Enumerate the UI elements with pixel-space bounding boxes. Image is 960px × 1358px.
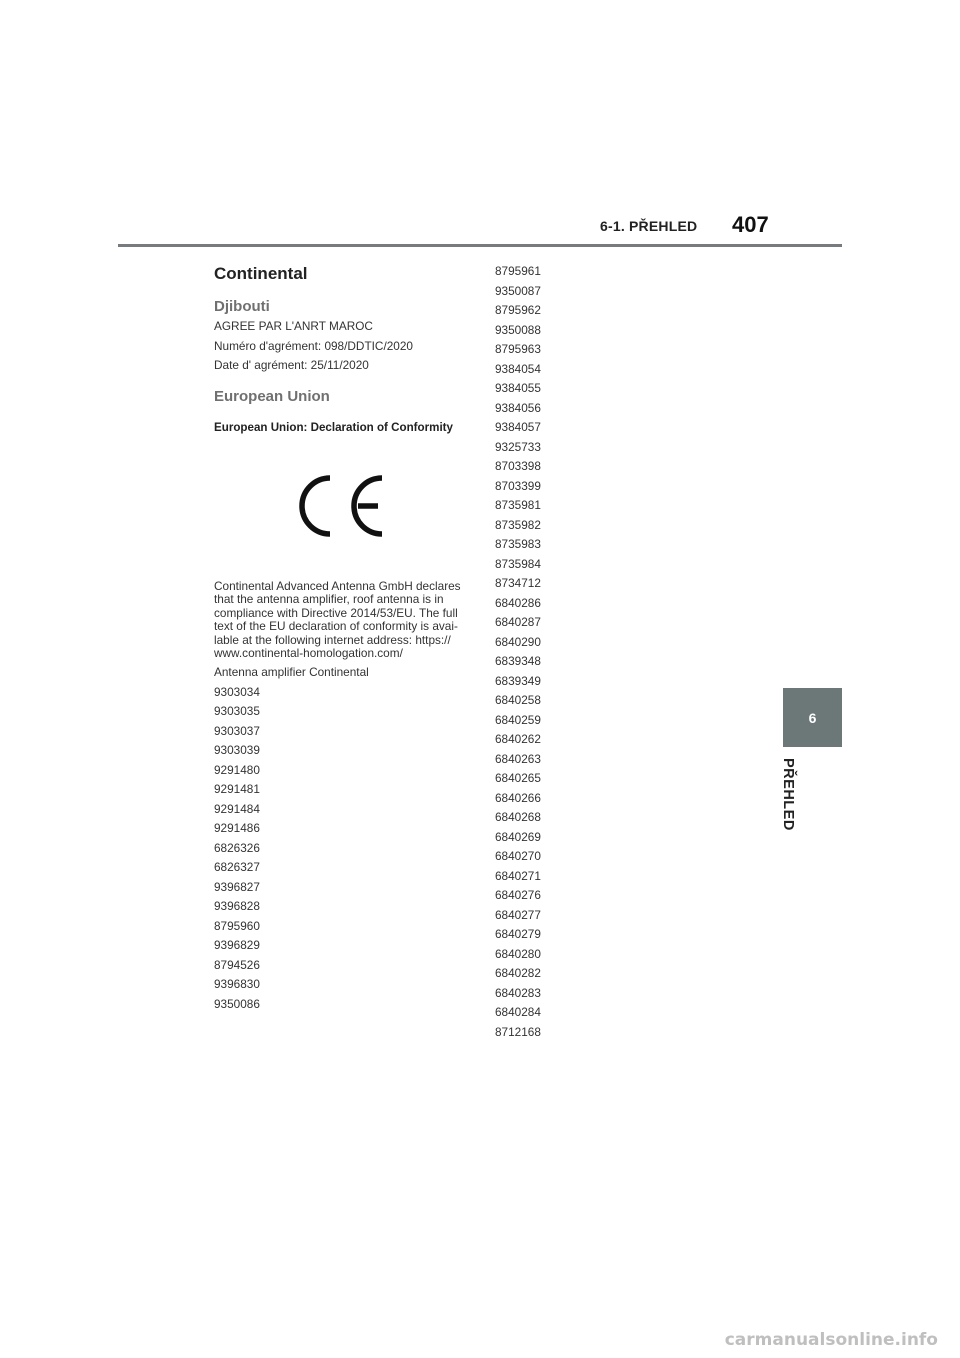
part-number: 9396829	[214, 938, 260, 953]
part-number: 6840290	[495, 634, 541, 649]
part-number: 6826327	[214, 860, 260, 875]
part-number: 6840277	[495, 907, 541, 922]
part-number: 9350088	[495, 322, 541, 337]
part-number: 9291486	[214, 821, 260, 836]
amplifier-label: Antenna amplifier Continental	[214, 665, 369, 680]
part-number: 8735982	[495, 517, 541, 532]
part-number: 9303035	[214, 704, 260, 719]
djibouti-line: Numéro d'agrément: 098/DDTIC/2020	[214, 338, 413, 353]
declaration-line: text of the EU declaration of conformity is avai-	[214, 619, 458, 634]
djibouti-lines	[214, 317, 470, 376]
part-number: 9350087	[495, 283, 541, 298]
part-number: 8703399	[495, 478, 541, 493]
part-number: 9350086	[214, 996, 260, 1011]
right-number-list	[495, 262, 615, 1042]
part-number: 6839349	[495, 673, 541, 688]
part-number: 6839348	[495, 654, 541, 668]
chapter-number: 6	[808, 710, 817, 726]
part-number: 6840270	[495, 849, 541, 863]
part-number: 6840266	[495, 790, 541, 805]
part-number: 6840286	[495, 595, 541, 610]
ce-mark-icon	[296, 474, 386, 544]
part-number: 9291481	[214, 782, 260, 797]
djibouti-line: Date d' agrément: 25/11/2020	[214, 358, 369, 372]
part-number: 9303037	[214, 723, 260, 738]
part-number: 6840280	[495, 946, 541, 961]
part-number: 6840283	[495, 985, 541, 1000]
part-number: 6826326	[214, 840, 260, 855]
part-number: 6840284	[495, 1005, 541, 1019]
djibouti-heading: Djibouti	[214, 298, 270, 315]
part-number: 9384057	[495, 420, 541, 434]
eu-heading: European Union	[214, 387, 330, 405]
part-number: 6840271	[495, 868, 541, 883]
part-number: 6840287	[495, 615, 541, 629]
brand-heading: Continental	[214, 264, 308, 283]
chapter-label-text: PŘEHLED	[780, 758, 796, 831]
part-number: 6840258	[495, 693, 541, 707]
chapter-tab	[783, 688, 842, 747]
part-number: 6840265	[495, 771, 541, 785]
declaration-line: lable at the following internet address: https://	[214, 632, 451, 647]
part-number: 8712168	[495, 1024, 541, 1039]
declaration-line: Continental Advanced Antenna GmbH declares	[214, 578, 461, 593]
part-number: 8795960	[214, 918, 260, 933]
part-number: 9396830	[214, 977, 260, 992]
page-number: 407	[732, 212, 769, 237]
watermark: carmanualsonline.info	[724, 1330, 938, 1350]
part-number: 8735984	[495, 556, 541, 571]
declaration-line: that the antenna amplifier, roof antenna is in	[214, 592, 444, 607]
left-column	[214, 262, 470, 1014]
header-divider	[118, 244, 842, 247]
declaration-line: www.continental-homologation.com/	[214, 646, 403, 661]
part-number: 9384056	[495, 400, 541, 415]
part-number: 8795961	[495, 264, 541, 278]
eu-subheading: European Union: Declaration of Conformity	[214, 420, 453, 434]
right-column	[495, 262, 615, 1042]
part-number: 8703398	[495, 459, 541, 473]
declaration-text	[214, 580, 470, 662]
part-number: 6840276	[495, 888, 541, 902]
part-number: 6840268	[495, 810, 541, 824]
part-number: 6840259	[495, 712, 541, 727]
part-number: 6840263	[495, 751, 541, 766]
part-number: 8795963	[495, 342, 541, 356]
part-number: 8734712	[495, 576, 541, 590]
declaration-line: compliance with Directive 2014/53/EU. The full	[214, 605, 458, 620]
part-number: 6840279	[495, 927, 541, 941]
part-number: 9303039	[214, 743, 260, 758]
part-number: 9384055	[495, 381, 541, 395]
part-number: 9291480	[214, 762, 260, 777]
part-number: 8795962	[495, 303, 541, 317]
djibouti-line: AGREE PAR L'ANRT MAROC	[214, 319, 373, 333]
part-number: 9291484	[214, 801, 260, 816]
part-number: 9396828	[214, 899, 260, 914]
chapter-label	[780, 758, 806, 832]
part-number: 9303034	[214, 684, 260, 699]
part-number: 9384054	[495, 361, 541, 376]
part-number: 6840282	[495, 966, 541, 980]
part-number: 8794526	[214, 957, 260, 972]
part-number: 6840262	[495, 732, 541, 746]
part-number: 9325733	[495, 439, 541, 454]
left-number-list	[214, 683, 470, 1015]
part-number: 9396827	[214, 879, 260, 894]
part-number: 6840269	[495, 829, 541, 844]
section-title: 6-1. PŘEHLED	[600, 218, 698, 234]
part-number: 8735983	[495, 537, 541, 551]
part-number: 8735981	[495, 498, 541, 512]
